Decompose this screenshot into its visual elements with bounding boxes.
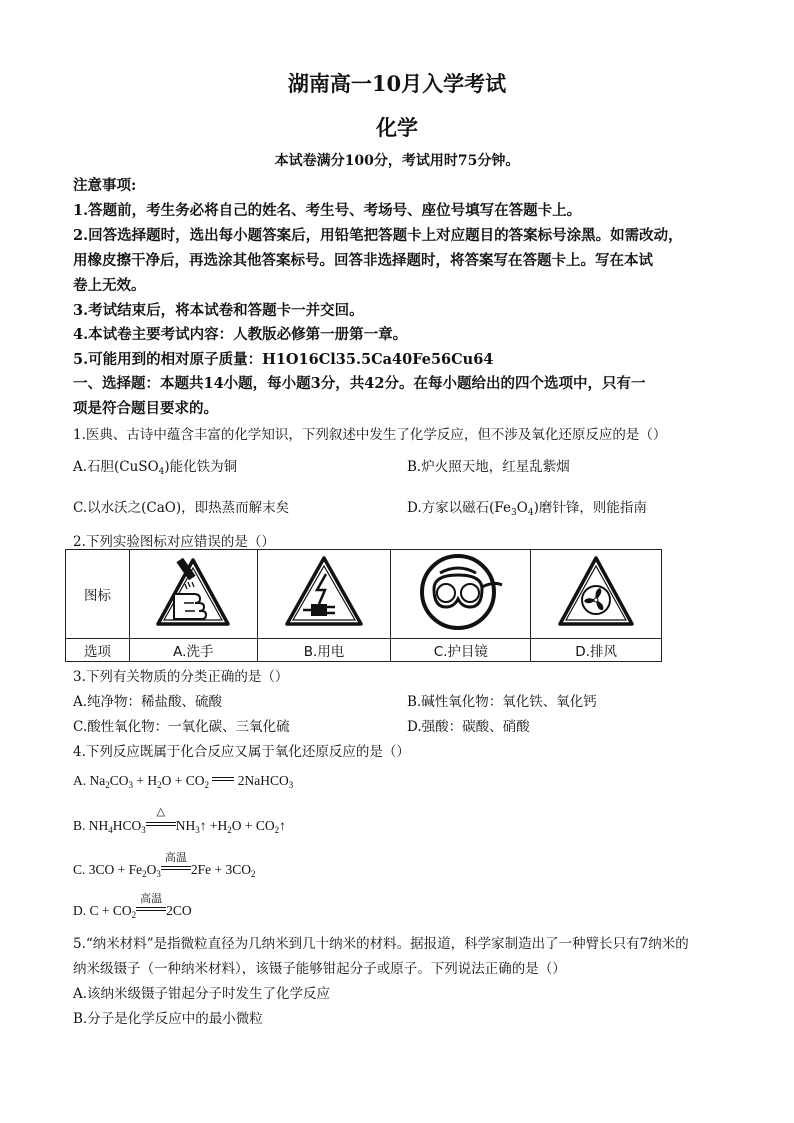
row-head-option: 选项	[66, 639, 130, 662]
q3-option-d: D.强酸：碳酸、硝酸	[407, 719, 530, 735]
row-head-icon: 图标	[66, 550, 130, 639]
high-temp-label-d: 高温	[140, 893, 163, 905]
q4-option-c: C. $3CO + Fe_2O_3$ 高温 $2Fe + 3CO_2$	[73, 862, 256, 878]
q2-option-b: B.用电	[257, 639, 391, 662]
q1-option-d: D.方家以磁石$(Fe_3O_4)$磨针锋，则能指南	[407, 500, 647, 518]
hand-wash-icon-cell	[130, 550, 258, 639]
q2-icon-table	[65, 549, 662, 662]
q5-stem-line-1: 5.“纳米材料”是指微粒直径为几纳米到几十纳米的材料。据报道，科学家制造出了一种臂长只有7纳米的	[73, 936, 689, 952]
hand-wash-icon	[152, 552, 234, 632]
notes-heading: 注意事项:	[73, 177, 137, 194]
q1-stem: 1.医典、古诗中蕴含丰富的化学知识，下列叙述中发生了化学反应，但不涉及氧化还原反应的是（）	[73, 427, 667, 443]
q4-option-a: A. $Na_2CO_3 + H_2O + CO_2$ 2NaHCO$_3$	[73, 773, 294, 790]
goggles-icon-cell	[391, 550, 531, 639]
ventilation-fan-icon	[554, 552, 638, 632]
q5-option-b: B.分子是化学反应中的最小微粒	[73, 1011, 263, 1027]
note-line-4: 卷上无效。	[73, 277, 146, 294]
q2-option-c: C.护目镜	[391, 639, 531, 662]
subject-title: 化学	[376, 115, 418, 140]
heat-symbol: △	[156, 806, 166, 818]
note-line-6: 4.本试卷主要考试内容：人教版必修第一册第一章。	[73, 326, 408, 343]
q1-option-a: A.石胆(CuSO$_4$)能化铁为铜	[73, 459, 238, 477]
q3-option-c: C.酸性氧化物：一氧化碳、三氧化硫	[73, 719, 290, 735]
note-line-1: 1.答题前，考生务必将自己的姓名、考生号、考场号、座位号填写在答题卡上。	[73, 202, 582, 219]
section-heading-line-2: 项是符合题目要求的。	[73, 400, 218, 417]
q2-option-d: D.排风	[531, 639, 662, 662]
q3-option-a: A.纯净物：稀盐酸、硫酸	[73, 694, 223, 710]
q5-stem-line-2: 纳米级镊子（一种纳米材料），该镊子能够钳起分子或原子。下列说法正确的是（）	[73, 961, 566, 977]
goggles-icon	[416, 551, 506, 633]
q1-option-b: B.炉火照天地，红星乱紫烟	[407, 459, 570, 475]
q4-option-b: B. $NH_4HCO_3$ △ $NH_3↑ +H_2O$ + $CO_2↑$	[73, 806, 286, 835]
page-title: 湖南高一10月入学考试	[287, 71, 507, 96]
electricity-icon-cell	[257, 550, 391, 639]
note-line-3: 用橡皮擦干净后，再选涂其他答案标号。回答非选择题时，将答案写在答题卡上。写在本试	[73, 252, 653, 269]
high-temp-label-c: 高温	[164, 852, 187, 864]
q2-option-a: A.洗手	[130, 639, 258, 662]
q3-option-b: B.碱性氧化物：氧化铁、氧化钙	[407, 694, 597, 710]
q4-stem: 4.下列反应既属于化合反应又属于氧化还原反应的是（）	[73, 744, 410, 760]
q1-option-c: C.以水沃之(CaO)，即热蒸而解末矣	[73, 500, 290, 516]
note-line-5: 3.考试结束后，将本试卷和答题卡一并交回。	[73, 302, 364, 319]
note-line-2: 2.回答选择题时，选出每小题答案后，用铅笔把答题卡上对应题目的答案标号涂黑。如需改动，	[73, 227, 683, 244]
q3-stem: 3.下列有关物质的分类正确的是（）	[73, 669, 289, 685]
exam-meta: 本试卷满分100分，考试用时75分钟。	[274, 153, 520, 169]
electricity-icon	[281, 552, 367, 632]
section-heading-line-1: 一、选择题：本题共14小题，每小题3分，共42分。在每小题给出的四个选项中，只有一	[73, 375, 646, 392]
note-line-7: 5.可能用到的相对原子质量：H1O16Cl35.5Ca40Fe56Cu64	[73, 351, 494, 368]
q5-option-a: A.该纳米级镊子钳起分子时发生了化学反应	[73, 986, 331, 1002]
q4-option-d: D. $C + CO_2$ 高温 2CO	[73, 903, 192, 919]
q2-stem: 2.下列实验图标对应错误的是（）	[73, 534, 275, 550]
ventilation-icon-cell	[531, 550, 662, 639]
